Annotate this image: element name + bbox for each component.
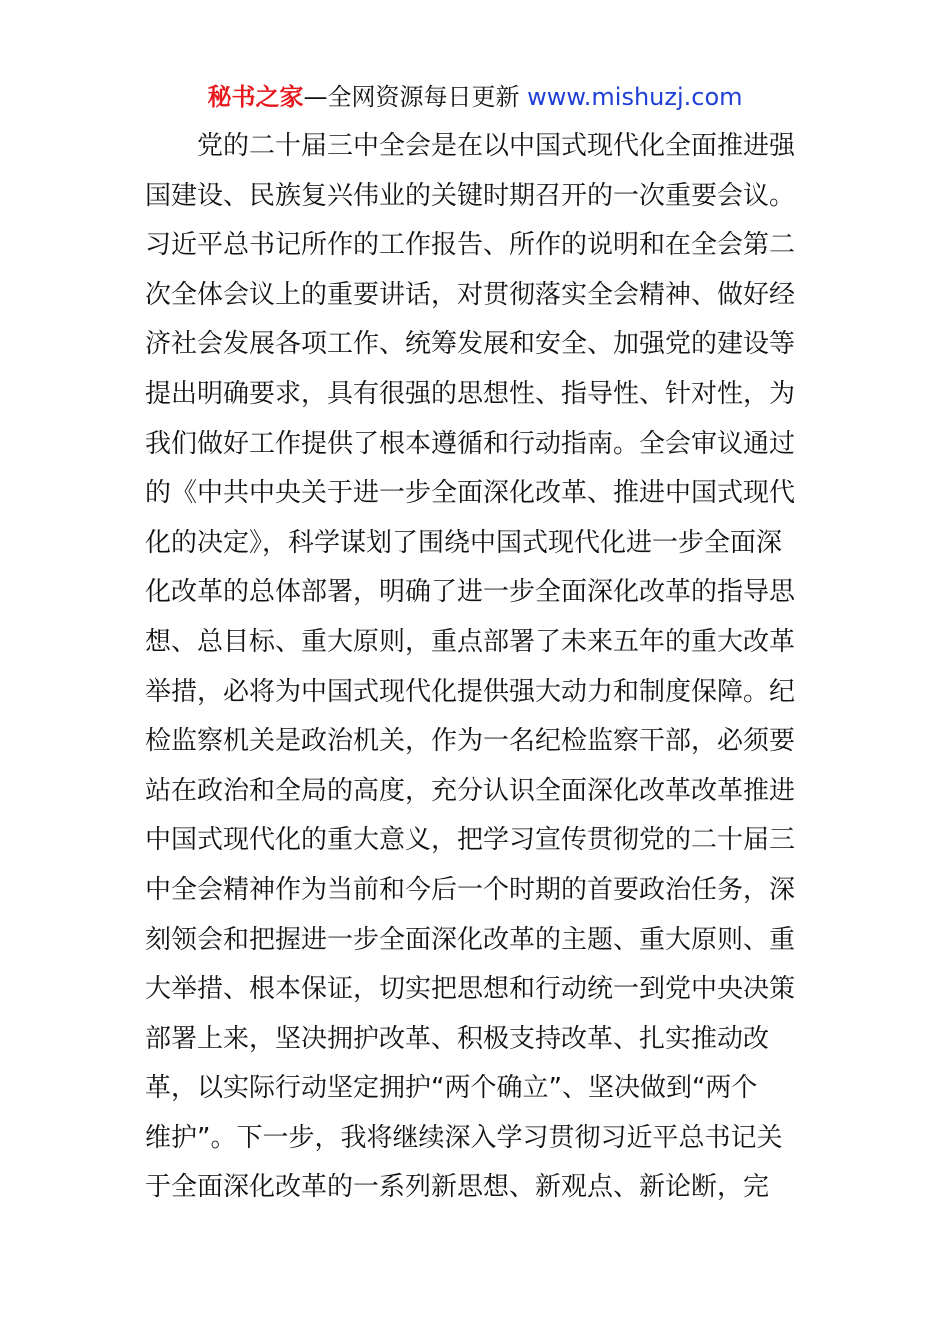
document-body <box>145 129 815 1220</box>
paragraph-line: 大举措、根本保证，切实把思想和行动统一到党中央决策 <box>145 974 796 1005</box>
paragraph-line: 革，以实际行动坚定拥护“两个确立”、坚决做到“两个 <box>145 1073 758 1104</box>
paragraph-line: 中全会精神作为当前和今后一个时期的首要政治任务，深 <box>145 874 796 905</box>
brand-name: 秘书之家 <box>207 83 304 111</box>
paragraph-line: 次全体会议上的重要讲话，对贯彻落实全会精神、做好经 <box>145 279 796 310</box>
page-header <box>0 80 950 114</box>
paragraph-line: 济社会发展各项工作、统筹发展和安全、加强党的建设等 <box>145 329 796 360</box>
paragraph-line: 举措，必将为中国式现代化提供强大动力和制度保障。纪 <box>145 676 796 707</box>
paragraph-first-line: 党的二十届三中全会是在以中国式现代化全面推进强 <box>197 131 796 161</box>
website-link[interactable]: www.mishuzj.com <box>527 83 743 111</box>
paragraph-line: 的《中共中央关于进一步全面深化改革、推进中国式现代 <box>145 478 796 509</box>
paragraph-line: 国建设、民族复兴伟业的关键时期召开的一次重要会议。 <box>145 180 796 211</box>
header-tagline: —全网资源每日更新 <box>303 83 520 111</box>
paragraph-line: 化的决定》，科学谋划了围绕中国式现代化进一步全面深 <box>145 527 783 558</box>
paragraph-line: 提出明确要求，具有很强的思想性、指导性、针对性，为 <box>145 378 796 409</box>
paragraph-line: 习近平总书记所作的工作报告、所作的说明和在全会第二 <box>145 230 796 261</box>
paragraph-line: 刻领会和把握进一步全面深化改革的主题、重大原则、重 <box>145 924 796 955</box>
paragraph-line: 检监察机关是政治机关，作为一名纪检监察干部，必须要 <box>145 726 796 757</box>
paragraph-line: 化改革的总体部署，明确了进一步全面深化改革的指导思 <box>145 577 796 608</box>
paragraph-line: 于全面深化改革的一系列新思想、新观点、新论断，完 <box>145 1172 770 1203</box>
paragraph-line: 维护”。下一步，我将继续深入学习贯彻习近平总书记关 <box>145 1122 783 1153</box>
paragraph-line: 中国式现代化的重大意义，把学习宣传贯彻党的二十届三 <box>145 825 796 856</box>
paragraph-line: 部署上来，坚决拥护改革、积极支持改革、扎实推动改 <box>145 1023 770 1054</box>
paragraph-line: 我们做好工作提供了根本遵循和行动指南。全会审议通过 <box>145 428 796 459</box>
paragraph-line: 想、总目标、重大原则，重点部署了未来五年的重大改革 <box>145 626 796 657</box>
paragraph-line: 站在政治和全局的高度，充分认识全面深化改革改革推进 <box>145 775 796 806</box>
